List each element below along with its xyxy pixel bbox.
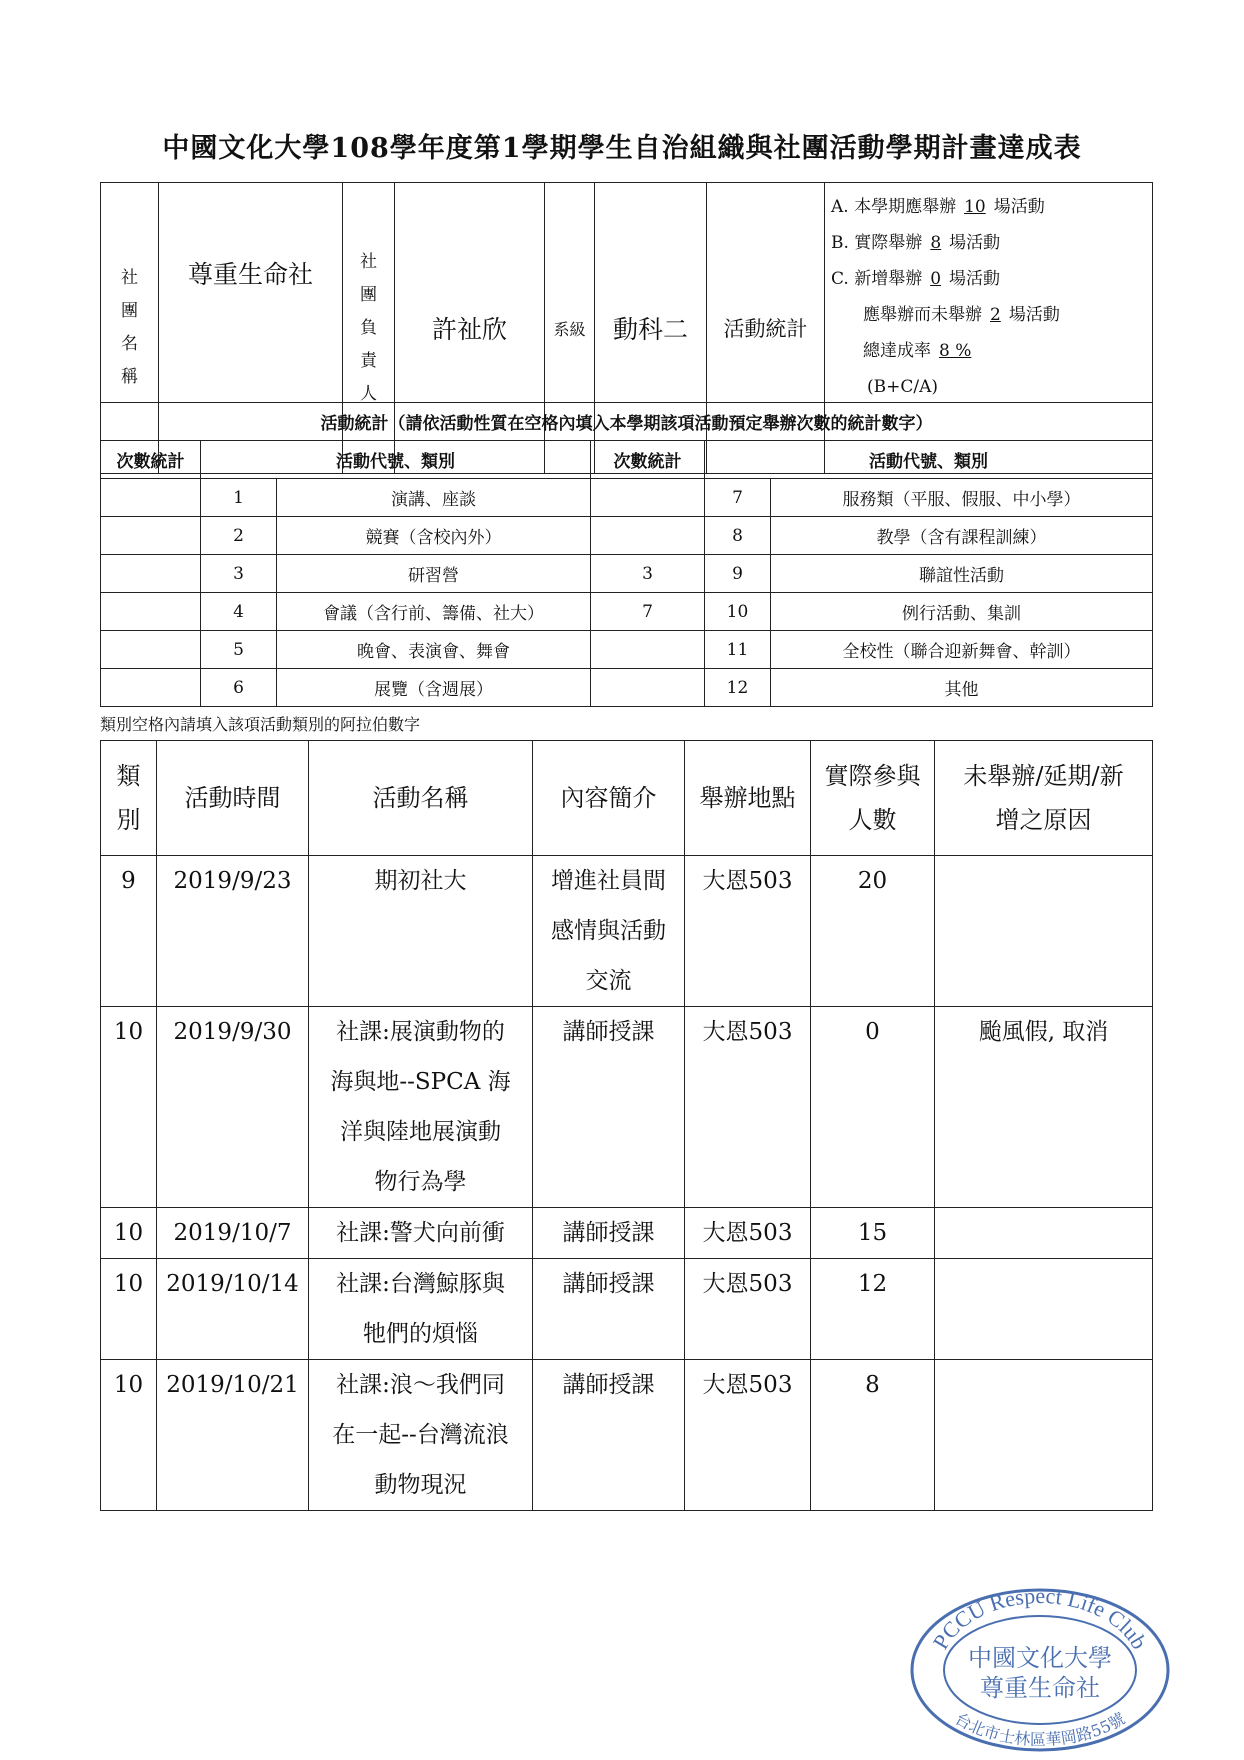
col-people	[811, 741, 935, 856]
category-number: 7	[705, 479, 771, 517]
activity-people: 20	[811, 856, 935, 1007]
col-name: 活動名稱	[309, 741, 533, 856]
category-count	[101, 517, 201, 555]
club-label-char: 名	[121, 334, 138, 354]
activity-place: 大恩503	[685, 1208, 811, 1259]
activity-time: 2019/10/21	[157, 1360, 309, 1511]
activity-name-line: 動物現況	[374, 1472, 467, 1498]
category-count	[591, 479, 705, 517]
activity-time: 2019/10/7	[157, 1208, 309, 1259]
activity-time: 2019/9/30	[157, 1007, 309, 1208]
leader-label-char: 團	[360, 284, 377, 305]
activity-place: 大恩503	[685, 856, 811, 1007]
category-number: 3	[201, 555, 277, 593]
activity-row	[101, 1208, 1153, 1259]
stamp-outer-text: PCCU Respect Life Club	[927, 1583, 1153, 1654]
col-type-char: 別	[116, 806, 141, 834]
activity-content-line: 講師授課	[562, 1271, 655, 1297]
dept-label: 系級	[545, 183, 595, 474]
category-count	[101, 593, 201, 631]
activity-row	[101, 856, 1153, 1007]
activity-content-line: 交流	[585, 968, 632, 994]
club-name: 尊重生命社	[159, 183, 343, 474]
col-reason	[935, 741, 1153, 856]
category-row	[101, 669, 1153, 707]
activity-name-line: 牠們的煩惱	[363, 1321, 478, 1347]
category-type: 聯誼性活動	[771, 555, 1153, 593]
category-type: 會議（含行前、籌備、社大）	[277, 593, 591, 631]
leader-label-char: 人	[360, 383, 377, 404]
club-label-char: 社	[121, 268, 138, 288]
category-number: 4	[201, 593, 277, 631]
col-reason-line: 未舉辦/延期/新	[963, 762, 1124, 790]
activity-type: 9	[101, 856, 157, 1007]
activity-people: 12	[811, 1259, 935, 1360]
activity-people: 8	[811, 1360, 935, 1511]
category-type: 全校性（聯合迎新舞會、幹訓）	[771, 631, 1153, 669]
category-row	[101, 593, 1153, 631]
activity-row	[101, 1259, 1153, 1360]
activity-content-line: 講師授課	[562, 1019, 655, 1045]
club-label-char: 稱	[121, 367, 138, 387]
activity-reason	[935, 856, 1153, 1007]
col-type	[101, 741, 157, 856]
category-count	[101, 479, 201, 517]
activity-content	[533, 1208, 685, 1259]
stamp-line1: 中國文化大學	[968, 1644, 1112, 1672]
activity-name	[309, 1360, 533, 1511]
category-number: 12	[705, 669, 771, 707]
category-count: 3	[591, 555, 705, 593]
stamp-bottom-text: 台北市士林區華岡路55號	[951, 1709, 1129, 1750]
activity-content	[533, 856, 685, 1007]
category-type: 展覽（含週展）	[277, 669, 591, 707]
category-count	[591, 669, 705, 707]
category-number: 10	[705, 593, 771, 631]
col-type-left: 活動代號、類別	[201, 441, 591, 479]
col-count-right: 次數統計	[591, 441, 705, 479]
activity-content	[533, 1259, 685, 1360]
activity-name-line: 社課:台灣鯨豚與	[336, 1271, 505, 1297]
activity-name-line: 社課:展演動物的	[336, 1019, 505, 1045]
activity-name	[309, 1007, 533, 1208]
category-type: 例行活動、集訓	[771, 593, 1153, 631]
category-type: 教學（含有課程訓練）	[771, 517, 1153, 555]
activity-name-line: 在一起--台灣流浪	[332, 1422, 509, 1448]
category-row	[101, 631, 1153, 669]
activity-type: 10	[101, 1208, 157, 1259]
activity-name	[309, 1208, 533, 1259]
activity-place: 大恩503	[685, 1007, 811, 1208]
category-type: 演講、座談	[277, 479, 591, 517]
stats-summary: A. 本學期應舉辦 10 場活動 B. 實際舉辦 8 場活動 C. 新增舉辦 0 場活動 應舉辦而未舉辦 2 場活動 總達成率 8 % (B+C/A)	[825, 183, 1153, 474]
category-count	[101, 631, 201, 669]
col-reason-line: 增之原因	[995, 806, 1092, 834]
category-row	[101, 517, 1153, 555]
category-row	[101, 555, 1153, 593]
category-note: 類別空格內請填入該項活動類別的阿拉伯數字	[100, 715, 421, 734]
stats-label: 活動統計	[707, 183, 825, 474]
leader-label-char: 責	[360, 350, 377, 371]
leader-label-char: 社	[360, 251, 377, 272]
category-type: 競賽（含校內外）	[277, 517, 591, 555]
activity-content-line: 講師授課	[562, 1372, 655, 1398]
category-type: 其他	[771, 669, 1153, 707]
stamp-line2: 尊重生命社	[980, 1674, 1100, 1702]
activity-type: 10	[101, 1007, 157, 1208]
category-count: 7	[591, 593, 705, 631]
activity-name-line: 洋與陸地展演動	[340, 1119, 501, 1145]
activity-content-line: 講師授課	[562, 1220, 655, 1246]
leader-label-char: 負	[360, 317, 377, 338]
category-number: 8	[705, 517, 771, 555]
activity-name	[309, 1259, 533, 1360]
leader-name: 許祉欣	[395, 183, 545, 474]
category-number: 9	[705, 555, 771, 593]
category-type: 晚會、表演會、舞會	[277, 631, 591, 669]
col-count-left: 次數統計	[101, 441, 201, 479]
activity-content-line: 增進社員間	[551, 868, 666, 894]
activity-type: 10	[101, 1360, 157, 1511]
category-table	[100, 402, 1153, 707]
activity-row	[101, 1360, 1153, 1511]
activity-name	[309, 856, 533, 1007]
activity-people: 15	[811, 1208, 935, 1259]
club-label-char: 團	[121, 301, 138, 321]
activity-reason	[935, 1360, 1153, 1511]
category-number: 11	[705, 631, 771, 669]
category-caption: 活動統計（請依活動性質在空格內填入本學期該項活動預定舉辦次數的統計數字）	[101, 403, 1153, 441]
activity-place: 大恩503	[685, 1360, 811, 1511]
activity-reason: 颱風假, 取消	[935, 1007, 1153, 1208]
category-count	[101, 555, 201, 593]
activity-name-line: 社課:警犬向前衝	[336, 1220, 505, 1246]
activity-reason	[935, 1208, 1153, 1259]
category-number: 1	[201, 479, 277, 517]
activity-people: 0	[811, 1007, 935, 1208]
category-type: 服務類（平服、假服、中小學）	[771, 479, 1153, 517]
category-type: 研習營	[277, 555, 591, 593]
activity-time: 2019/10/14	[157, 1259, 309, 1360]
page-title: 中國文化大學108學年度第1學期學生自治組織與社團活動學期計畫達成表	[162, 133, 1082, 164]
col-people-line: 人數	[848, 806, 897, 834]
activity-name-line: 物行為學	[374, 1169, 467, 1195]
category-number: 6	[201, 669, 277, 707]
activity-name-line: 期初社大	[374, 868, 467, 894]
category-row	[101, 479, 1153, 517]
dept-value: 動科二	[595, 183, 707, 474]
col-content: 內容簡介	[533, 741, 685, 856]
activity-content	[533, 1360, 685, 1511]
activity-name-line: 社課:浪～我們同	[336, 1372, 505, 1398]
activity-table	[100, 740, 1153, 1511]
category-count	[101, 669, 201, 707]
category-count	[591, 517, 705, 555]
activity-reason	[935, 1259, 1153, 1360]
activity-time: 2019/9/23	[157, 856, 309, 1007]
col-type-right: 活動代號、類別	[705, 441, 1153, 479]
activity-name-line: 海與地--SPCA 海	[330, 1069, 511, 1095]
activity-content-line: 感情與活動	[551, 918, 666, 944]
activity-place: 大恩503	[685, 1259, 811, 1360]
activity-content	[533, 1007, 685, 1208]
col-type-char: 類	[116, 762, 141, 790]
category-count	[591, 631, 705, 669]
category-number: 2	[201, 517, 277, 555]
club-seal-stamp	[900, 1578, 1180, 1753]
activity-type: 10	[101, 1259, 157, 1360]
col-place: 舉辦地點	[685, 741, 811, 856]
col-time: 活動時間	[157, 741, 309, 856]
activity-row	[101, 1007, 1153, 1208]
category-number: 5	[201, 631, 277, 669]
col-people-line: 實際參與	[824, 762, 921, 790]
